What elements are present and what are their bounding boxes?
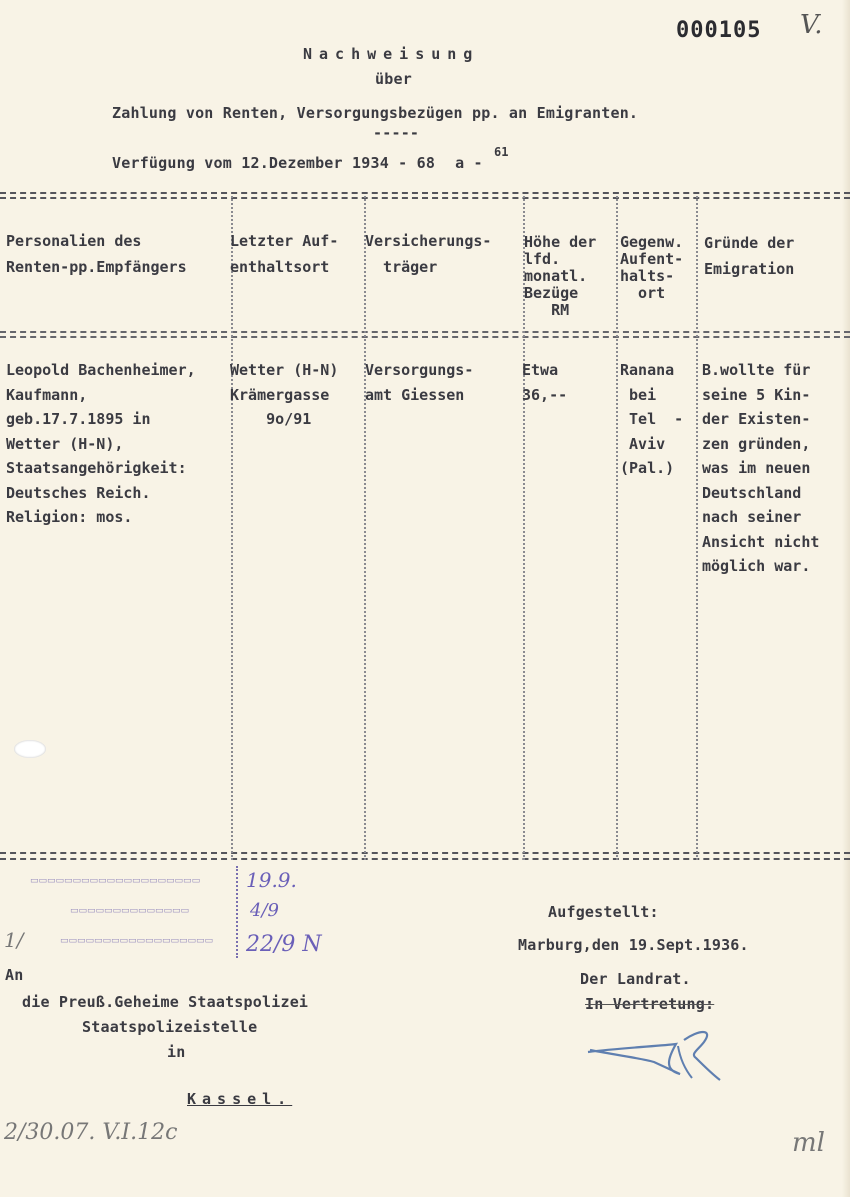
margin-mark: 1/ bbox=[4, 928, 24, 952]
cell-aufenthaltsort: Wetter (H-N) Krämergasse 9o/91 bbox=[230, 361, 339, 428]
column-header-aufenthaltsort-gegenwaertig: Gegenw. Aufent- halts- ort bbox=[620, 233, 684, 302]
column-header-versicherungstraeger: Versicherungs- träger bbox=[365, 232, 492, 276]
document-subtitle: Zahlung von Renten, Versorgungsbezügen pp. an Emigranten. bbox=[112, 104, 639, 122]
stamp-divider bbox=[236, 866, 238, 958]
file-note: 2/30.07. V.I.12c bbox=[4, 1120, 178, 1145]
document-title: Nachweisung bbox=[303, 45, 480, 63]
cell-hoehe: Etwa 36,-- bbox=[522, 361, 568, 404]
signatory: Der Landrat. bbox=[580, 970, 691, 988]
addressee-line-1: die Preuß.Geheime Staatspolizei bbox=[22, 993, 309, 1011]
column-divider bbox=[364, 196, 366, 860]
punch-hole bbox=[14, 740, 46, 758]
stamp-date-2: 4/9 bbox=[250, 900, 279, 921]
header-bottom-rule bbox=[0, 331, 850, 333]
cell-versicherungstraeger: Versorgungs- amt Giessen bbox=[365, 361, 474, 404]
table-bottom-rule-2 bbox=[0, 858, 850, 860]
addressee-city: Kassel. bbox=[187, 1090, 293, 1108]
reference-mark: V. bbox=[800, 10, 823, 40]
title-ueber: über bbox=[375, 70, 412, 88]
addressee-line-3: in bbox=[167, 1043, 186, 1061]
table-top-rule bbox=[0, 192, 850, 194]
place-and-date: Marburg,den 19.Sept.1936. bbox=[518, 936, 749, 954]
column-header-hoehe: Höhe der lfd. monatl. Bezüge RM bbox=[524, 233, 597, 319]
column-divider bbox=[696, 196, 698, 860]
deputy-line: In Vertretung: bbox=[585, 995, 715, 1013]
reference-number: 000105 bbox=[676, 18, 762, 43]
header-bottom-rule-2 bbox=[0, 336, 850, 338]
order-prefix: Verfügung vom 12.Dezember 1934 - 68 bbox=[112, 154, 436, 172]
order-superscript: 61 bbox=[494, 145, 509, 159]
aufgestellt-label: Aufgestellt: bbox=[548, 903, 659, 921]
order-suffix: a - bbox=[455, 154, 483, 172]
table-bottom-rule bbox=[0, 852, 850, 854]
stamp-date-1: 19.9. bbox=[246, 868, 297, 892]
order-reference bbox=[112, 154, 483, 172]
column-header-personalien: Personalien des Renten-pp.Empfängers bbox=[6, 232, 187, 276]
corner-mark: ml bbox=[792, 1128, 825, 1158]
registry-stamp: ▭▭▭▭▭▭▭▭▭▭▭▭▭▭▭▭▭▭▭▭ ▭▭▭▭▭▭▭▭▭▭▭▭▭▭ ▭▭▭▭▭▭▭▭▭▭▭▭▭▭▭▭▭▭ bbox=[30, 876, 214, 946]
column-divider bbox=[231, 196, 233, 860]
signature bbox=[580, 1018, 730, 1088]
column-header-aufenthaltsort: Letzter Auf- enthaltsort bbox=[230, 232, 339, 276]
table-top-rule-2 bbox=[0, 197, 850, 199]
cell-personalien: Leopold Bachenheimer, Kaufmann, geb.17.7.1895 in Wetter (H-N), Staatsangehörigkeit: Deutsches Reich. Religion: mos. bbox=[6, 361, 196, 526]
title-separator: ----- bbox=[373, 124, 420, 142]
addressee-line-2: Staatspolizeistelle bbox=[82, 1018, 258, 1036]
paper-edge bbox=[842, 0, 850, 1197]
column-divider bbox=[616, 196, 618, 860]
addressee-an: An bbox=[5, 966, 24, 984]
cell-gruende: B.wollte für seine 5 Kin- der Existen- zen gründen, was im neuen Deutschland nach seiner Ansicht nicht möglich war. bbox=[702, 361, 820, 575]
cell-aufenthaltsort-gegenwaertig: Ranana bei Tel - Aviv (Pal.) bbox=[620, 361, 684, 477]
stamp-date-3: 22/9 N bbox=[246, 932, 322, 957]
column-header-gruende: Gründe der Emigration bbox=[704, 234, 795, 278]
